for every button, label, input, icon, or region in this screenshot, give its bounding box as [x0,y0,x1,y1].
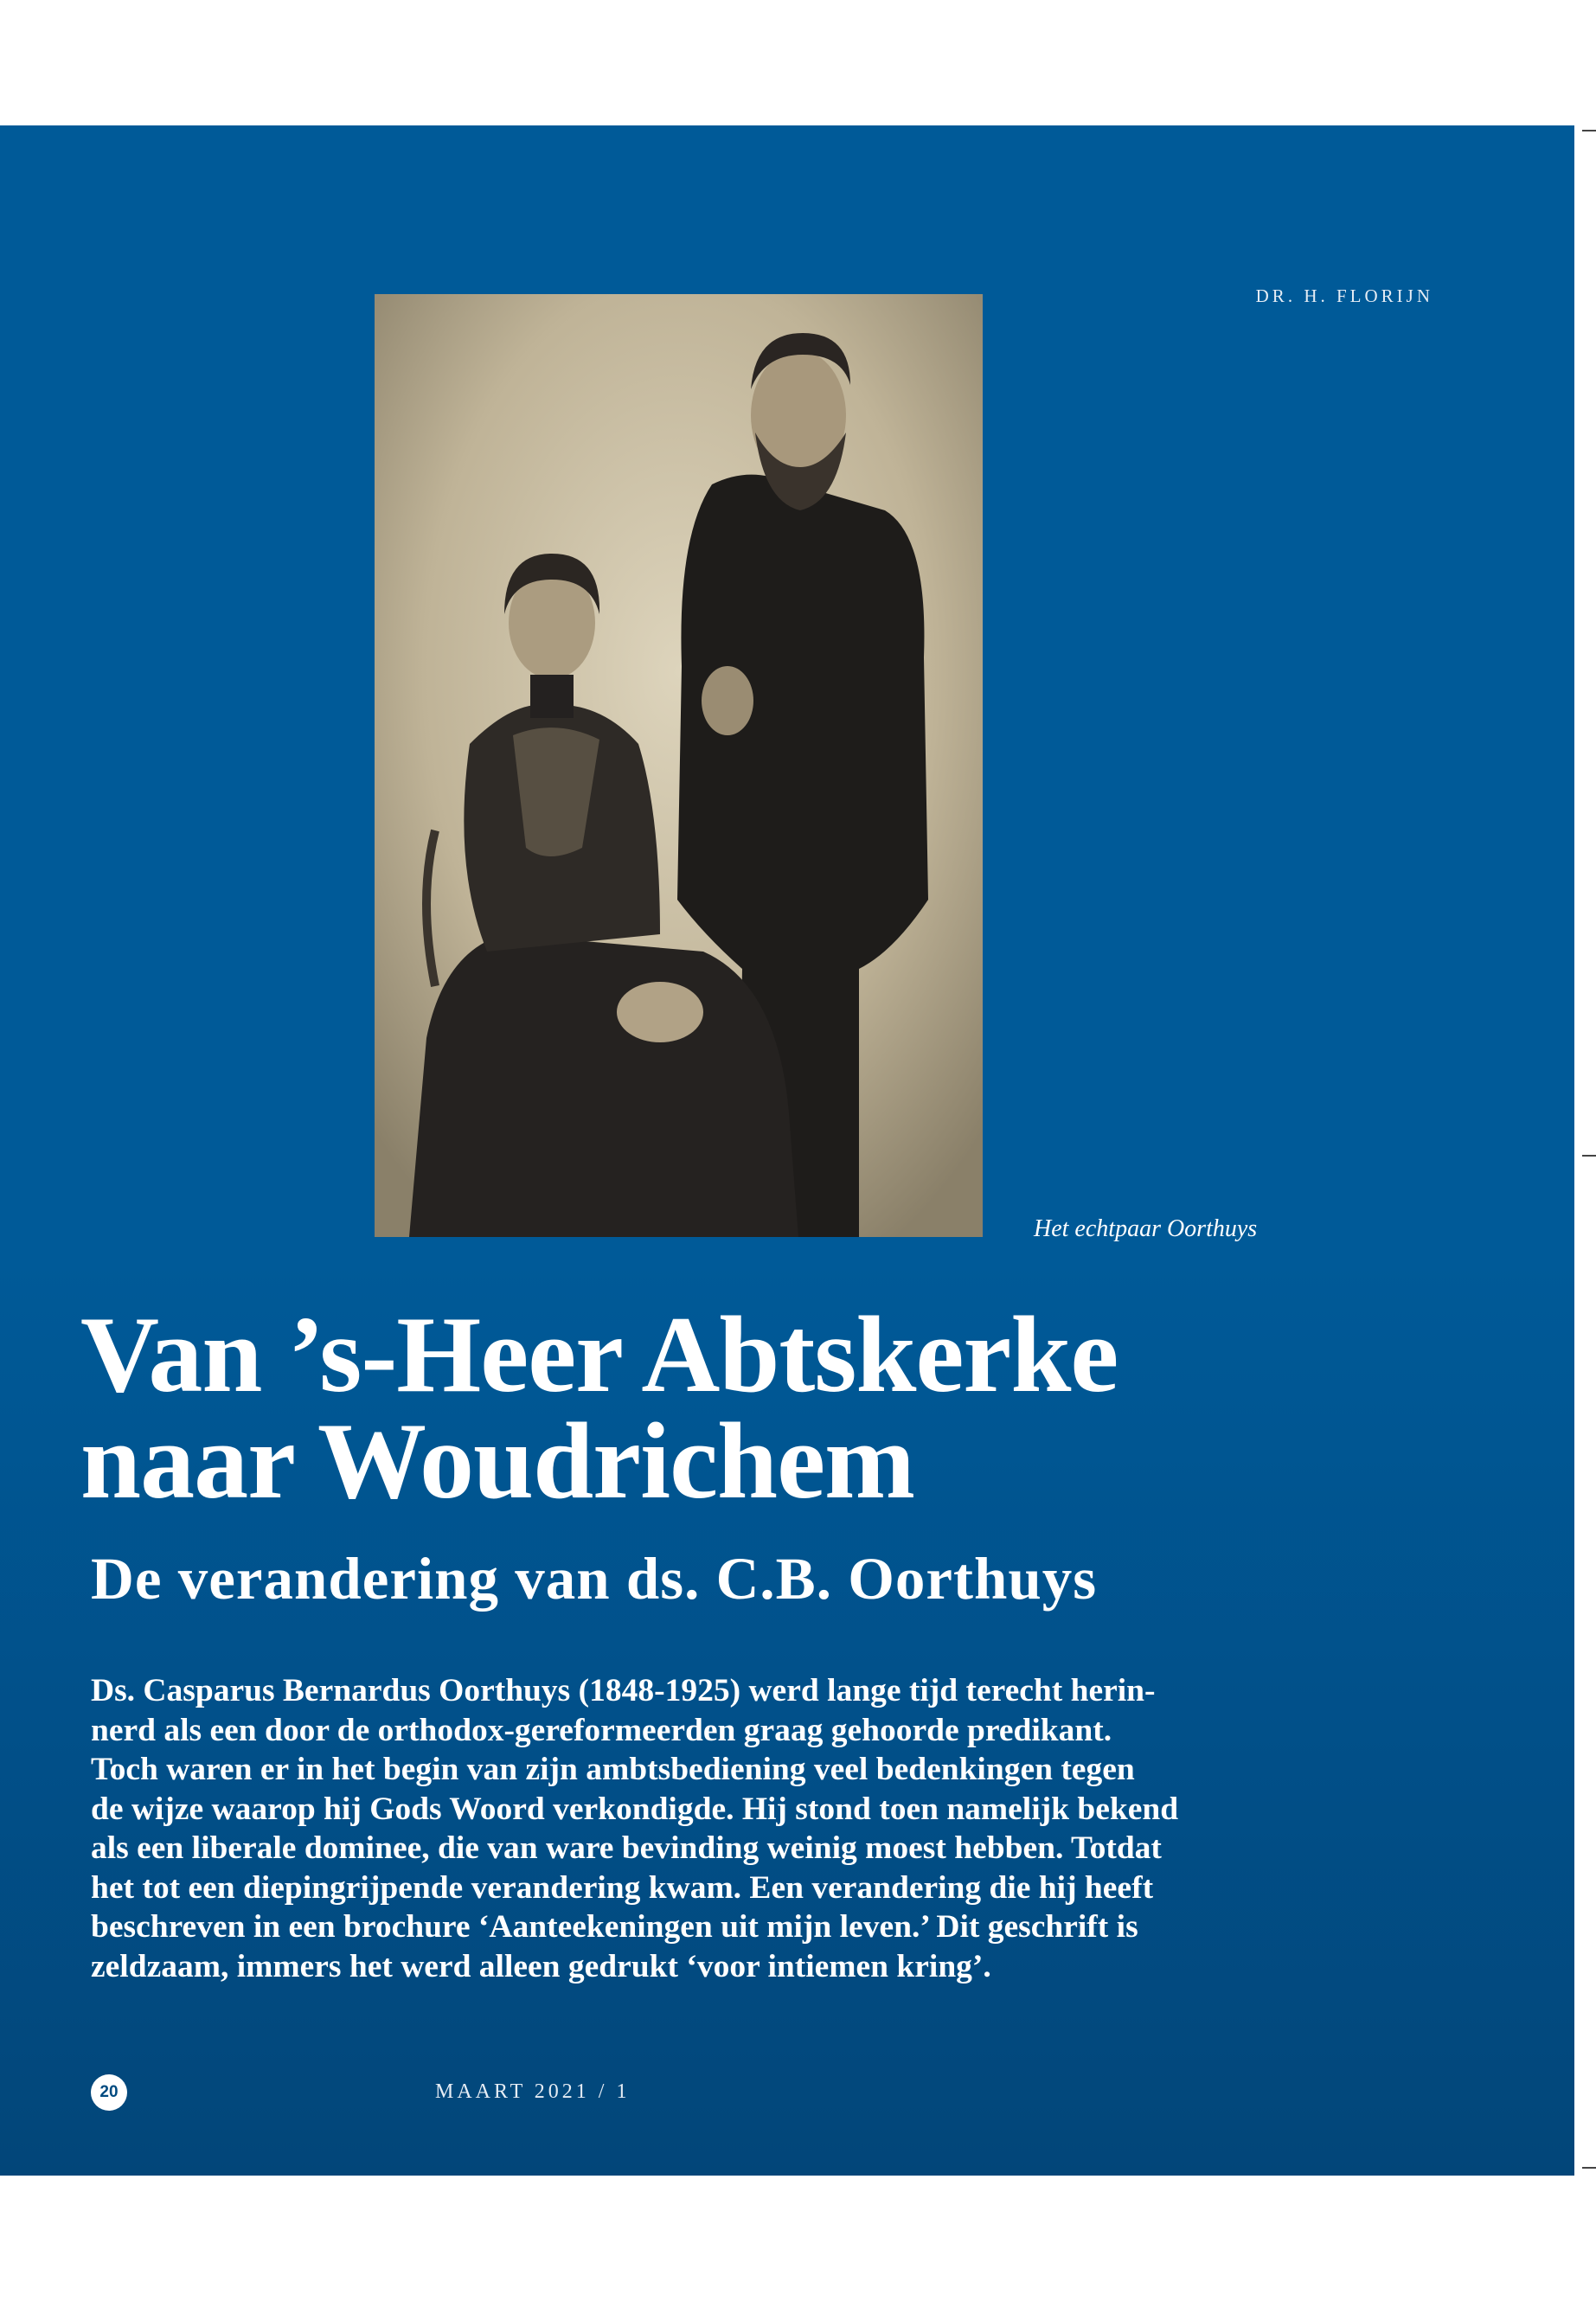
intro-line: het tot een diepingrijpende verandering kwam. Een verandering die hij heeft [91,1869,1154,1906]
intro-line: nerd als een door de orthodox-gereformeerden graag gehoorde predikant. [91,1712,1112,1748]
photo-caption: Het echtpaar Oorthuys [1034,1215,1258,1242]
intro-line: de wijze waarop hij Gods Woord verkondigde. Hij stond toen namelijk bekend [91,1791,1179,1827]
intro-line: als een liberale dominee, die van ware bevinding weinig moest hebben. Totdat [91,1830,1162,1866]
article-title [80,1295,1465,1522]
article-title-line: Van ’s-Heer Abtskerke [80,1295,1118,1415]
intro-line: Toch waren er in het begin van zijn ambtsbediening veel bedenkingen tegen [91,1752,1135,1787]
crop-mark [1582,2167,1596,2169]
photo-illustration [375,294,983,1237]
article-subtitle: De verandering van ds. C.B. Oorthuys [91,1546,1098,1612]
page-number-badge: 20 [91,2074,127,2111]
crop-mark [1582,130,1596,131]
crop-mark [1582,1155,1596,1157]
intro-line: beschreven in een brochure ‘Aanteekeningen uit mijn leven.’ Dit geschrift is [91,1909,1138,1945]
article-title-line: naar Woudrichem [80,1401,914,1522]
article-intro [91,1671,1509,1986]
intro-line: zeldzaam, immers het werd alleen gedrukt ‘voor intiemen kring’. [91,1948,991,1984]
issue-label: MAART 2021 / 1 [435,2080,631,2103]
author-byline: DR. H. FLORIJN [1255,285,1433,306]
intro-line: Ds. Casparus Bernardus Oorthuys (1848-1925) werd lange tijd terecht herin- [91,1673,1156,1708]
couple-photo [375,294,983,1237]
